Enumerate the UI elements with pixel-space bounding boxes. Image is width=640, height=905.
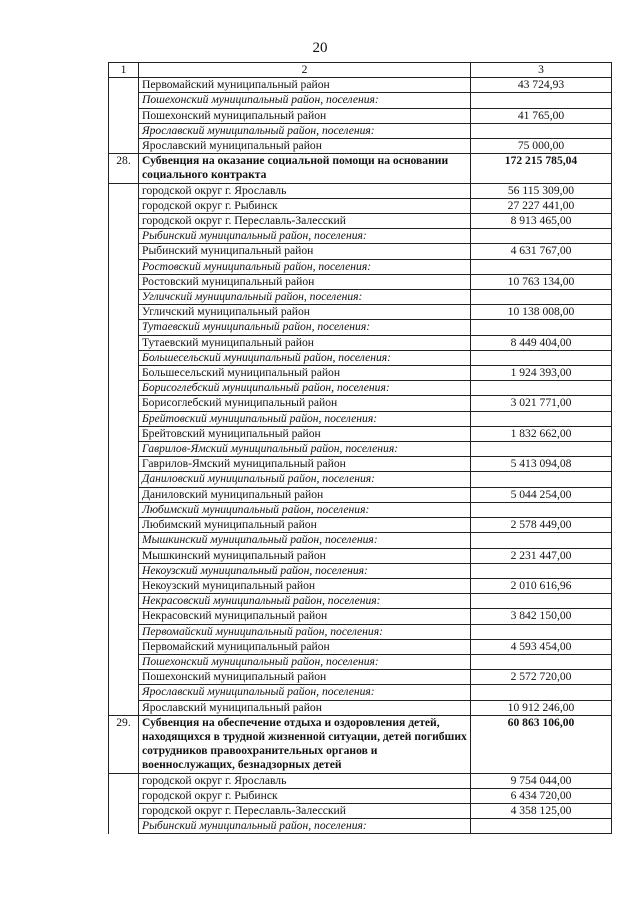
header-col-2: 2 bbox=[139, 63, 471, 78]
settlement-heading-row bbox=[109, 290, 612, 305]
recipient-name: Любимский муниципальный район bbox=[139, 518, 471, 533]
row-number bbox=[109, 259, 139, 274]
amount-value: 41 765,00 bbox=[471, 108, 612, 123]
amount-value: 75 000,00 bbox=[471, 139, 612, 154]
settlement-heading-row bbox=[109, 123, 612, 138]
table-row bbox=[109, 457, 612, 472]
recipient-name: городской округ г. Рыбинск bbox=[139, 788, 471, 803]
recipient-name: Первомайский муниципальный район, поселения: bbox=[139, 624, 471, 639]
subsidy-heading-row bbox=[109, 154, 612, 183]
page-number: 20 bbox=[312, 40, 328, 56]
settlement-heading-row bbox=[109, 685, 612, 700]
table-header-row bbox=[109, 63, 612, 78]
row-number bbox=[109, 198, 139, 213]
header-col-3: 3 bbox=[471, 63, 612, 78]
amount-value bbox=[471, 290, 612, 305]
table-row bbox=[109, 366, 612, 381]
table-row bbox=[109, 700, 612, 715]
recipient-name: Пошехонский муниципальный район bbox=[139, 670, 471, 685]
row-number bbox=[109, 773, 139, 788]
recipient-name: Брейтовский муниципальный район, поселения: bbox=[139, 411, 471, 426]
recipient-name: Борисоглебский муниципальный район, поселения: bbox=[139, 381, 471, 396]
settlement-heading-row bbox=[109, 320, 612, 335]
amount-value bbox=[471, 123, 612, 138]
amount-value: 60 863 106,00 bbox=[471, 715, 612, 773]
amount-value bbox=[471, 502, 612, 517]
amount-value bbox=[471, 320, 612, 335]
settlement-heading-row bbox=[109, 350, 612, 365]
row-number bbox=[109, 578, 139, 593]
row-number bbox=[109, 123, 139, 138]
amount-value: 4 631 767,00 bbox=[471, 244, 612, 259]
table-row bbox=[109, 78, 612, 93]
table-row bbox=[109, 396, 612, 411]
recipient-name: Ростовский муниципальный район, поселения: bbox=[139, 259, 471, 274]
recipient-name: Первомайский муниципальный район bbox=[139, 78, 471, 93]
recipient-name: городской округ г. Рыбинск bbox=[139, 198, 471, 213]
table-row bbox=[109, 426, 612, 441]
settlement-heading-row bbox=[109, 229, 612, 244]
amount-value: 8 449 404,00 bbox=[471, 335, 612, 350]
amount-value bbox=[471, 93, 612, 108]
amount-value: 2 572 720,00 bbox=[471, 670, 612, 685]
settlement-heading-row bbox=[109, 533, 612, 548]
recipient-name: Некоузский муниципальный район bbox=[139, 578, 471, 593]
settlement-heading-row bbox=[109, 624, 612, 639]
amount-value: 56 115 309,00 bbox=[471, 183, 612, 198]
recipient-name: Субвенция на обеспечение отдыха и оздоровления детей, находящихся в трудной жизненной ситуации, детей погибших сотрудников правоохранительных органов и военнослужащих, безнадзорных детей bbox=[139, 715, 471, 773]
row-number bbox=[109, 290, 139, 305]
row-number bbox=[109, 108, 139, 123]
row-number bbox=[109, 472, 139, 487]
settlement-heading-row bbox=[109, 819, 612, 834]
amount-value bbox=[471, 624, 612, 639]
row-number bbox=[109, 639, 139, 654]
recipient-name: Тутаевский муниципальный район bbox=[139, 335, 471, 350]
recipient-name: Любимский муниципальный район, поселения: bbox=[139, 502, 471, 517]
recipient-name: Угличский муниципальный район bbox=[139, 305, 471, 320]
row-number bbox=[109, 411, 139, 426]
row-number bbox=[109, 366, 139, 381]
recipient-name: Первомайский муниципальный район bbox=[139, 639, 471, 654]
amount-value: 2 231 447,00 bbox=[471, 548, 612, 563]
amount-value bbox=[471, 472, 612, 487]
recipient-name: Некрасовский муниципальный район bbox=[139, 609, 471, 624]
amount-value bbox=[471, 350, 612, 365]
header-col-1: 1 bbox=[109, 63, 139, 78]
recipient-name: Пошехонский муниципальный район bbox=[139, 108, 471, 123]
row-number bbox=[109, 442, 139, 457]
table-row bbox=[109, 335, 612, 350]
row-number bbox=[109, 548, 139, 563]
amount-value: 5 044 254,00 bbox=[471, 487, 612, 502]
row-number bbox=[109, 335, 139, 350]
amount-value: 5 413 094,08 bbox=[471, 457, 612, 472]
recipient-name: городской округ г. Ярославль bbox=[139, 773, 471, 788]
table-row bbox=[109, 274, 612, 289]
amount-value: 8 913 465,00 bbox=[471, 214, 612, 229]
recipient-name: Некоузский муниципальный район, поселения: bbox=[139, 563, 471, 578]
table-row bbox=[109, 788, 612, 803]
row-number bbox=[109, 502, 139, 517]
subsidy-table bbox=[108, 62, 612, 834]
settlement-heading-row bbox=[109, 411, 612, 426]
amount-value: 3 842 150,00 bbox=[471, 609, 612, 624]
settlement-heading-row bbox=[109, 442, 612, 457]
row-number bbox=[109, 457, 139, 472]
amount-value: 3 021 771,00 bbox=[471, 396, 612, 411]
row-number bbox=[109, 788, 139, 803]
amount-value: 43 724,93 bbox=[471, 78, 612, 93]
row-number bbox=[109, 78, 139, 93]
recipient-name: Субвенция на оказание социальной помощи на основании социального контракта bbox=[139, 154, 471, 183]
table-row bbox=[109, 609, 612, 624]
settlement-heading-row bbox=[109, 93, 612, 108]
table-row bbox=[109, 305, 612, 320]
row-number bbox=[109, 305, 139, 320]
recipient-name: Угличский муниципальный район, поселения: bbox=[139, 290, 471, 305]
row-number bbox=[109, 685, 139, 700]
row-number bbox=[109, 624, 139, 639]
row-number bbox=[109, 183, 139, 198]
row-number bbox=[109, 274, 139, 289]
row-number bbox=[109, 533, 139, 548]
table-row bbox=[109, 487, 612, 502]
settlement-heading-row bbox=[109, 502, 612, 517]
recipient-name: Пошехонский муниципальный район, поселения: bbox=[139, 654, 471, 669]
recipient-name: Ярославский муниципальный район, поселения: bbox=[139, 685, 471, 700]
table-row bbox=[109, 670, 612, 685]
row-number bbox=[109, 426, 139, 441]
row-number: 28. bbox=[109, 154, 139, 183]
recipient-name: Брейтовский муниципальный район bbox=[139, 426, 471, 441]
row-number bbox=[109, 93, 139, 108]
recipient-name: Рыбинский муниципальный район, поселения: bbox=[139, 229, 471, 244]
table-row bbox=[109, 773, 612, 788]
recipient-name: Пошехонский муниципальный район, поселения: bbox=[139, 93, 471, 108]
recipient-name: Тутаевский муниципальный район, поселения: bbox=[139, 320, 471, 335]
row-number bbox=[109, 214, 139, 229]
subsidy-heading-row bbox=[109, 715, 612, 773]
amount-value: 1 832 662,00 bbox=[471, 426, 612, 441]
amount-value: 27 227 441,00 bbox=[471, 198, 612, 213]
recipient-name: Мышкинский муниципальный район bbox=[139, 548, 471, 563]
recipient-name: Ярославский муниципальный район bbox=[139, 700, 471, 715]
recipient-name: Большесельский муниципальный район bbox=[139, 366, 471, 381]
table-row bbox=[109, 198, 612, 213]
recipient-name: Ярославский муниципальный район, поселения: bbox=[139, 123, 471, 138]
table-row bbox=[109, 244, 612, 259]
row-number bbox=[109, 594, 139, 609]
table-row bbox=[109, 139, 612, 154]
settlement-heading-row bbox=[109, 563, 612, 578]
recipient-name: Большесельский муниципальный район, поселения: bbox=[139, 350, 471, 365]
amount-value: 9 754 044,00 bbox=[471, 773, 612, 788]
amount-value: 6 434 720,00 bbox=[471, 788, 612, 803]
recipient-name: Гаврилов-Ямский муниципальный район, поселения: bbox=[139, 442, 471, 457]
recipient-name: городской округ г. Переславль-Залесский bbox=[139, 803, 471, 818]
amount-value bbox=[471, 533, 612, 548]
amount-value: 4 593 454,00 bbox=[471, 639, 612, 654]
recipient-name: Рыбинский муниципальный район bbox=[139, 244, 471, 259]
row-number bbox=[109, 803, 139, 818]
table-row bbox=[109, 639, 612, 654]
amount-value bbox=[471, 819, 612, 834]
settlement-heading-row bbox=[109, 654, 612, 669]
amount-value bbox=[471, 259, 612, 274]
recipient-name: Борисоглебский муниципальный район bbox=[139, 396, 471, 411]
row-number bbox=[109, 670, 139, 685]
amount-value: 2 578 449,00 bbox=[471, 518, 612, 533]
recipient-name: Ярославский муниципальный район bbox=[139, 139, 471, 154]
row-number: 29. bbox=[109, 715, 139, 773]
row-number bbox=[109, 396, 139, 411]
recipient-name: городской округ г. Переславль-Залесский bbox=[139, 214, 471, 229]
row-number bbox=[109, 381, 139, 396]
row-number bbox=[109, 700, 139, 715]
recipient-name: Даниловский муниципальный район bbox=[139, 487, 471, 502]
row-number bbox=[109, 350, 139, 365]
amount-value: 10 763 134,00 bbox=[471, 274, 612, 289]
recipient-name: Рыбинский муниципальный район, поселения: bbox=[139, 819, 471, 834]
recipient-name: Ростовский муниципальный район bbox=[139, 274, 471, 289]
row-number bbox=[109, 487, 139, 502]
table-row bbox=[109, 214, 612, 229]
amount-value bbox=[471, 563, 612, 578]
amount-value bbox=[471, 594, 612, 609]
amount-value: 172 215 785,04 bbox=[471, 154, 612, 183]
recipient-name: Некрасовский муниципальный район, поселения: bbox=[139, 594, 471, 609]
amount-value bbox=[471, 654, 612, 669]
amount-value: 10 912 246,00 bbox=[471, 700, 612, 715]
recipient-name: городской округ г. Ярославль bbox=[139, 183, 471, 198]
recipient-name: Гаврилов-Ямский муниципальный район bbox=[139, 457, 471, 472]
row-number bbox=[109, 229, 139, 244]
amount-value: 10 138 008,00 bbox=[471, 305, 612, 320]
recipient-name: Даниловский муниципальный район, поселения: bbox=[139, 472, 471, 487]
amount-value bbox=[471, 229, 612, 244]
table-row bbox=[109, 183, 612, 198]
amount-value: 2 010 616,96 bbox=[471, 578, 612, 593]
amount-value bbox=[471, 381, 612, 396]
row-number bbox=[109, 139, 139, 154]
amount-value bbox=[471, 685, 612, 700]
table-row bbox=[109, 518, 612, 533]
amount-value bbox=[471, 411, 612, 426]
recipient-name: Мышкинский муниципальный район, поселения: bbox=[139, 533, 471, 548]
row-number bbox=[109, 320, 139, 335]
settlement-heading-row bbox=[109, 381, 612, 396]
table-row bbox=[109, 548, 612, 563]
row-number bbox=[109, 563, 139, 578]
row-number bbox=[109, 819, 139, 834]
row-number bbox=[109, 244, 139, 259]
table-row bbox=[109, 108, 612, 123]
row-number bbox=[109, 609, 139, 624]
table-row bbox=[109, 803, 612, 818]
amount-value: 1 924 393,00 bbox=[471, 366, 612, 381]
row-number bbox=[109, 518, 139, 533]
table-row bbox=[109, 578, 612, 593]
row-number bbox=[109, 654, 139, 669]
settlement-heading-row bbox=[109, 259, 612, 274]
settlement-heading-row bbox=[109, 594, 612, 609]
settlement-heading-row bbox=[109, 472, 612, 487]
amount-value: 4 358 125,00 bbox=[471, 803, 612, 818]
table-body bbox=[109, 78, 612, 834]
amount-value bbox=[471, 442, 612, 457]
